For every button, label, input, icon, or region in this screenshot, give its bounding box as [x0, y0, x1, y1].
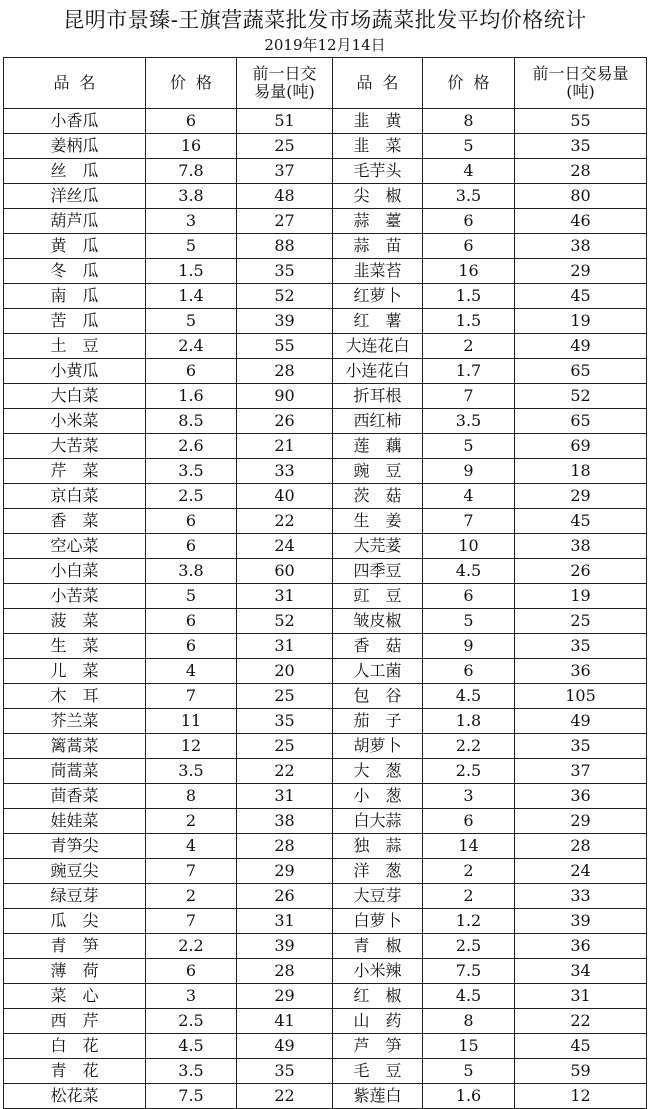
column-header-volume-line1: 前一日交 — [252, 64, 317, 83]
cell-volume-right: 45 — [515, 284, 647, 309]
cell-price: 1.4 — [146, 284, 237, 309]
cell-name: 生 菜 — [4, 634, 146, 659]
cell-name-right: 白萝卜 — [333, 909, 423, 934]
cell-volume-right: 65 — [515, 409, 647, 434]
cell-price: 6 — [146, 609, 237, 634]
cell-volume: 55 — [237, 334, 333, 359]
table-row — [4, 334, 647, 359]
cell-price-right: 6 — [423, 584, 515, 609]
cell-volume: 26 — [237, 884, 333, 909]
cell-price-right: 6 — [423, 809, 515, 834]
column-header-volume-line2: 易量(吨) — [254, 82, 315, 101]
cell-volume: 21 — [237, 434, 333, 459]
cell-volume: 25 — [237, 134, 333, 159]
cell-price-right: 2.2 — [423, 734, 515, 759]
table-row — [4, 259, 647, 284]
cell-name-right: 莲 藕 — [333, 434, 423, 459]
cell-name: 南 瓜 — [4, 284, 146, 309]
cell-volume-right: 80 — [515, 184, 647, 209]
cell-volume: 49 — [237, 1034, 333, 1059]
cell-name: 松花菜 — [4, 1084, 146, 1109]
cell-volume-right: 36 — [515, 784, 647, 809]
cell-price-right: 5 — [423, 1059, 515, 1084]
cell-volume-right: 49 — [515, 334, 647, 359]
cell-price: 16 — [146, 134, 237, 159]
cell-name: 茴香菜 — [4, 784, 146, 809]
table-row — [4, 184, 647, 209]
table-row — [4, 709, 647, 734]
table-row — [4, 634, 647, 659]
cell-volume: 40 — [237, 484, 333, 509]
table-row — [4, 909, 647, 934]
cell-price-right: 7.5 — [423, 959, 515, 984]
cell-price-right: 4.5 — [423, 559, 515, 584]
cell-name-right: 山 药 — [333, 1009, 423, 1034]
cell-price: 2 — [146, 884, 237, 909]
cell-name: 丝 瓜 — [4, 159, 146, 184]
cell-name-right: 豌 豆 — [333, 459, 423, 484]
cell-price: 3.5 — [146, 1059, 237, 1084]
cell-price: 5 — [146, 234, 237, 259]
cell-name-right: 蒜 薹 — [333, 209, 423, 234]
cell-name: 小白菜 — [4, 559, 146, 584]
cell-volume: 33 — [237, 459, 333, 484]
table-row — [4, 559, 647, 584]
table-row — [4, 884, 647, 909]
table-row — [4, 959, 647, 984]
cell-name: 菠 菜 — [4, 609, 146, 634]
table-row — [4, 584, 647, 609]
table-header-row — [4, 58, 647, 109]
cell-name: 青笋尖 — [4, 834, 146, 859]
cell-volume: 60 — [237, 559, 333, 584]
table-row — [4, 609, 647, 634]
cell-volume: 39 — [237, 309, 333, 334]
cell-volume: 28 — [237, 359, 333, 384]
cell-name-right: 小 葱 — [333, 784, 423, 809]
cell-name-right: 人工菌 — [333, 659, 423, 684]
cell-name-right: 豇 豆 — [333, 584, 423, 609]
cell-price: 7.5 — [146, 1084, 237, 1109]
cell-price: 1.5 — [146, 259, 237, 284]
cell-price-right: 15 — [423, 1034, 515, 1059]
cell-price-right: 3.5 — [423, 409, 515, 434]
cell-volume: 25 — [237, 684, 333, 709]
table-row — [4, 834, 647, 859]
cell-volume-right: 45 — [515, 1034, 647, 1059]
report-date: 2019年12月14日 — [264, 36, 386, 54]
cell-name-right: 尖 椒 — [333, 184, 423, 209]
table-row — [4, 684, 647, 709]
cell-volume: 27 — [237, 209, 333, 234]
cell-name-right: 西红柿 — [333, 409, 423, 434]
cell-price-right: 2.5 — [423, 759, 515, 784]
table-row — [4, 809, 647, 834]
cell-volume-right: 35 — [515, 634, 647, 659]
cell-name-right: 蒜 苗 — [333, 234, 423, 259]
table-row — [4, 384, 647, 409]
cell-price-right: 5 — [423, 134, 515, 159]
table-row — [4, 784, 647, 809]
cell-name: 芹 菜 — [4, 459, 146, 484]
cell-volume-right: 19 — [515, 584, 647, 609]
cell-price: 6 — [146, 634, 237, 659]
cell-name-right: 白大蒜 — [333, 809, 423, 834]
cell-price-right: 9 — [423, 459, 515, 484]
cell-name-right: 韭 菜 — [333, 134, 423, 159]
cell-price-right: 4 — [423, 484, 515, 509]
table-row — [4, 734, 647, 759]
cell-name-right: 大豆芽 — [333, 884, 423, 909]
cell-volume: 88 — [237, 234, 333, 259]
cell-volume: 20 — [237, 659, 333, 684]
cell-name: 小苦菜 — [4, 584, 146, 609]
cell-volume: 26 — [237, 409, 333, 434]
cell-volume: 90 — [237, 384, 333, 409]
cell-price: 2.2 — [146, 934, 237, 959]
cell-price: 6 — [146, 534, 237, 559]
cell-name: 芥兰菜 — [4, 709, 146, 734]
table-row — [4, 234, 647, 259]
cell-volume: 35 — [237, 259, 333, 284]
cell-price: 3 — [146, 209, 237, 234]
cell-price-right: 1.5 — [423, 309, 515, 334]
cell-price: 3.5 — [146, 459, 237, 484]
cell-price: 6 — [146, 959, 237, 984]
cell-volume: 31 — [237, 584, 333, 609]
cell-price-right: 1.5 — [423, 284, 515, 309]
cell-volume: 28 — [237, 834, 333, 859]
cell-price: 3.5 — [146, 759, 237, 784]
cell-price: 1.6 — [146, 384, 237, 409]
cell-price: 4 — [146, 659, 237, 684]
table-row — [4, 409, 647, 434]
cell-volume-right: 19 — [515, 309, 647, 334]
table-row — [4, 984, 647, 1009]
cell-volume: 29 — [237, 984, 333, 1009]
cell-price: 2.6 — [146, 434, 237, 459]
cell-name: 大白菜 — [4, 384, 146, 409]
cell-volume-right: 105 — [515, 684, 647, 709]
cell-price: 4 — [146, 834, 237, 859]
cell-name: 绿豆芽 — [4, 884, 146, 909]
cell-name: 洋丝瓜 — [4, 184, 146, 209]
cell-name-right: 茨 菇 — [333, 484, 423, 509]
cell-price: 4.5 — [146, 1034, 237, 1059]
cell-price: 6 — [146, 509, 237, 534]
cell-price: 8 — [146, 784, 237, 809]
cell-volume: 48 — [237, 184, 333, 209]
cell-volume-right: 52 — [515, 384, 647, 409]
table-row — [4, 934, 647, 959]
cell-name: 香 菜 — [4, 509, 146, 534]
cell-volume: 35 — [237, 1059, 333, 1084]
cell-price: 2 — [146, 809, 237, 834]
cell-price: 5 — [146, 309, 237, 334]
cell-price: 7 — [146, 684, 237, 709]
cell-volume: 37 — [237, 159, 333, 184]
cell-volume-right: 29 — [515, 259, 647, 284]
cell-name-right: 青 椒 — [333, 934, 423, 959]
cell-price: 2.5 — [146, 484, 237, 509]
cell-volume-right: 59 — [515, 1059, 647, 1084]
cell-price: 2.5 — [146, 1009, 237, 1034]
cell-volume-right: 29 — [515, 484, 647, 509]
cell-volume: 51 — [237, 109, 333, 134]
cell-name: 瓜 尖 — [4, 909, 146, 934]
cell-name-right: 大芫荽 — [333, 534, 423, 559]
column-header-price-right: 价格 — [423, 58, 515, 109]
cell-volume-right: 36 — [515, 659, 647, 684]
cell-volume-right: 65 — [515, 359, 647, 384]
cell-volume-right: 46 — [515, 209, 647, 234]
cell-name: 茼蒿菜 — [4, 759, 146, 784]
cell-name-right: 毛 豆 — [333, 1059, 423, 1084]
cell-name-right: 折耳根 — [333, 384, 423, 409]
cell-name: 小黄瓜 — [4, 359, 146, 384]
cell-volume-right: 18 — [515, 459, 647, 484]
cell-name-right: 韭 黄 — [333, 109, 423, 134]
cell-volume: 22 — [237, 509, 333, 534]
cell-price: 11 — [146, 709, 237, 734]
cell-name-right: 大连花白 — [333, 334, 423, 359]
table-row — [4, 1059, 647, 1084]
table-row — [4, 284, 647, 309]
cell-volume-right: 22 — [515, 1009, 647, 1034]
cell-name: 木 耳 — [4, 684, 146, 709]
cell-price-right: 8 — [423, 109, 515, 134]
cell-price-right: 1.8 — [423, 709, 515, 734]
cell-price: 3.8 — [146, 559, 237, 584]
cell-volume-right: 28 — [515, 834, 647, 859]
table-row — [4, 159, 647, 184]
cell-price: 8.5 — [146, 409, 237, 434]
cell-volume: 28 — [237, 959, 333, 984]
cell-price-right: 1.6 — [423, 1084, 515, 1109]
cell-name: 土 豆 — [4, 334, 146, 359]
table-row — [4, 134, 647, 159]
cell-price-right: 7 — [423, 509, 515, 534]
cell-volume-right: 38 — [515, 534, 647, 559]
cell-name-right: 红萝卜 — [333, 284, 423, 309]
cell-volume: 22 — [237, 759, 333, 784]
cell-name-right: 红 薯 — [333, 309, 423, 334]
table-row — [4, 309, 647, 334]
table-row — [4, 1034, 647, 1059]
cell-name: 空心菜 — [4, 534, 146, 559]
cell-name: 葫芦瓜 — [4, 209, 146, 234]
cell-name-right: 小连花白 — [333, 359, 423, 384]
table-row — [4, 659, 647, 684]
table-row — [4, 509, 647, 534]
page-title: 昆明市景臻-王旗营蔬菜批发市场蔬菜批发平均价格统计 — [63, 8, 587, 32]
cell-price-right: 1.7 — [423, 359, 515, 384]
cell-price-right: 4 — [423, 159, 515, 184]
cell-volume: 31 — [237, 634, 333, 659]
cell-volume-right: 12 — [515, 1084, 647, 1109]
table-row — [4, 1009, 647, 1034]
table-row — [4, 484, 647, 509]
cell-name-right: 四季豆 — [333, 559, 423, 584]
cell-price: 7 — [146, 909, 237, 934]
cell-volume: 25 — [237, 734, 333, 759]
price-table — [3, 57, 647, 1109]
cell-price-right: 2 — [423, 334, 515, 359]
cell-name-right: 红 椒 — [333, 984, 423, 1009]
cell-price: 2.4 — [146, 334, 237, 359]
cell-name-right: 茄 子 — [333, 709, 423, 734]
cell-price-right: 7 — [423, 384, 515, 409]
cell-name: 冬 瓜 — [4, 259, 146, 284]
cell-volume-right: 49 — [515, 709, 647, 734]
cell-volume-right: 29 — [515, 809, 647, 834]
cell-price-right: 10 — [423, 534, 515, 559]
cell-price-right: 2.5 — [423, 934, 515, 959]
cell-volume-right: 33 — [515, 884, 647, 909]
cell-name: 大苦菜 — [4, 434, 146, 459]
table-body — [4, 109, 647, 1109]
cell-volume-right: 55 — [515, 109, 647, 134]
table-row — [4, 434, 647, 459]
cell-price-right: 5 — [423, 609, 515, 634]
cell-price-right: 6 — [423, 234, 515, 259]
cell-name: 娃娃菜 — [4, 809, 146, 834]
cell-price-right: 2 — [423, 884, 515, 909]
table-row — [4, 459, 647, 484]
cell-price: 6 — [146, 359, 237, 384]
table-row — [4, 534, 647, 559]
cell-name: 西 芹 — [4, 1009, 146, 1034]
cell-name-right: 独 蒜 — [333, 834, 423, 859]
cell-price: 7.8 — [146, 159, 237, 184]
cell-name: 白 花 — [4, 1034, 146, 1059]
cell-volume-right: 38 — [515, 234, 647, 259]
cell-name-right: 小米辣 — [333, 959, 423, 984]
column-header-price: 价格 — [146, 58, 237, 109]
cell-name: 篱蒿菜 — [4, 734, 146, 759]
cell-price-right: 8 — [423, 1009, 515, 1034]
cell-name-right: 毛芋头 — [333, 159, 423, 184]
cell-volume-right: 37 — [515, 759, 647, 784]
cell-volume-right: 35 — [515, 734, 647, 759]
cell-price: 3 — [146, 984, 237, 1009]
cell-price: 12 — [146, 734, 237, 759]
cell-name: 黄 瓜 — [4, 234, 146, 259]
cell-price-right: 3.5 — [423, 184, 515, 209]
cell-volume: 24 — [237, 534, 333, 559]
cell-price-right: 14 — [423, 834, 515, 859]
cell-volume-right: 28 — [515, 159, 647, 184]
cell-price-right: 4.5 — [423, 984, 515, 1009]
cell-price-right: 9 — [423, 634, 515, 659]
column-header-name: 品名 — [4, 58, 146, 109]
cell-volume: 52 — [237, 284, 333, 309]
cell-name: 京白菜 — [4, 484, 146, 509]
column-header-name-right: 品名 — [333, 58, 423, 109]
cell-name: 儿 菜 — [4, 659, 146, 684]
table-row — [4, 209, 647, 234]
cell-name-right: 皱皮椒 — [333, 609, 423, 634]
cell-price: 5 — [146, 584, 237, 609]
cell-name: 苦 瓜 — [4, 309, 146, 334]
cell-price-right: 3 — [423, 784, 515, 809]
cell-price-right: 16 — [423, 259, 515, 284]
cell-volume: 38 — [237, 809, 333, 834]
column-header-volume-right-line1: 前一日交易量 — [532, 64, 629, 83]
cell-name: 姜柄瓜 — [4, 134, 146, 159]
cell-volume: 31 — [237, 784, 333, 809]
column-header-volume — [237, 58, 333, 109]
cell-price-right: 6 — [423, 209, 515, 234]
table-row — [4, 359, 647, 384]
cell-name-right: 香 菇 — [333, 634, 423, 659]
cell-volume: 22 — [237, 1084, 333, 1109]
cell-name: 小米菜 — [4, 409, 146, 434]
cell-price-right: 1.2 — [423, 909, 515, 934]
cell-price: 7 — [146, 859, 237, 884]
cell-name-right: 胡萝卜 — [333, 734, 423, 759]
cell-name: 小香瓜 — [4, 109, 146, 134]
cell-volume-right: 39 — [515, 909, 647, 934]
cell-volume-right: 24 — [515, 859, 647, 884]
table-row — [4, 759, 647, 784]
cell-volume: 39 — [237, 934, 333, 959]
cell-name: 薄 荷 — [4, 959, 146, 984]
column-header-volume-right — [515, 58, 647, 109]
cell-volume: 52 — [237, 609, 333, 634]
cell-volume-right: 26 — [515, 559, 647, 584]
cell-name-right: 大 葱 — [333, 759, 423, 784]
cell-name: 豌豆尖 — [4, 859, 146, 884]
cell-volume: 35 — [237, 709, 333, 734]
cell-volume-right: 31 — [515, 984, 647, 1009]
cell-price-right: 4.5 — [423, 684, 515, 709]
cell-volume: 29 — [237, 859, 333, 884]
cell-volume-right: 34 — [515, 959, 647, 984]
cell-name-right: 韭菜苔 — [333, 259, 423, 284]
table-row — [4, 109, 647, 134]
cell-volume-right: 25 — [515, 609, 647, 634]
table-row — [4, 859, 647, 884]
cell-name-right: 生 姜 — [333, 509, 423, 534]
cell-price-right: 5 — [423, 434, 515, 459]
cell-price: 6 — [146, 109, 237, 134]
cell-volume: 31 — [237, 909, 333, 934]
cell-price-right: 2 — [423, 859, 515, 884]
cell-name-right: 芦 笋 — [333, 1034, 423, 1059]
cell-volume-right: 35 — [515, 134, 647, 159]
cell-price-right: 6 — [423, 659, 515, 684]
cell-volume-right: 45 — [515, 509, 647, 534]
cell-name: 菜 心 — [4, 984, 146, 1009]
cell-volume-right: 69 — [515, 434, 647, 459]
column-header-volume-right-line2: (吨) — [566, 82, 595, 101]
cell-price: 3.8 — [146, 184, 237, 209]
cell-volume-right: 36 — [515, 934, 647, 959]
cell-name-right: 洋 葱 — [333, 859, 423, 884]
cell-volume: 41 — [237, 1009, 333, 1034]
cell-name: 青 花 — [4, 1059, 146, 1084]
cell-name-right: 紫莲白 — [333, 1084, 423, 1109]
cell-name-right: 包 谷 — [333, 684, 423, 709]
cell-name: 青 笋 — [4, 934, 146, 959]
